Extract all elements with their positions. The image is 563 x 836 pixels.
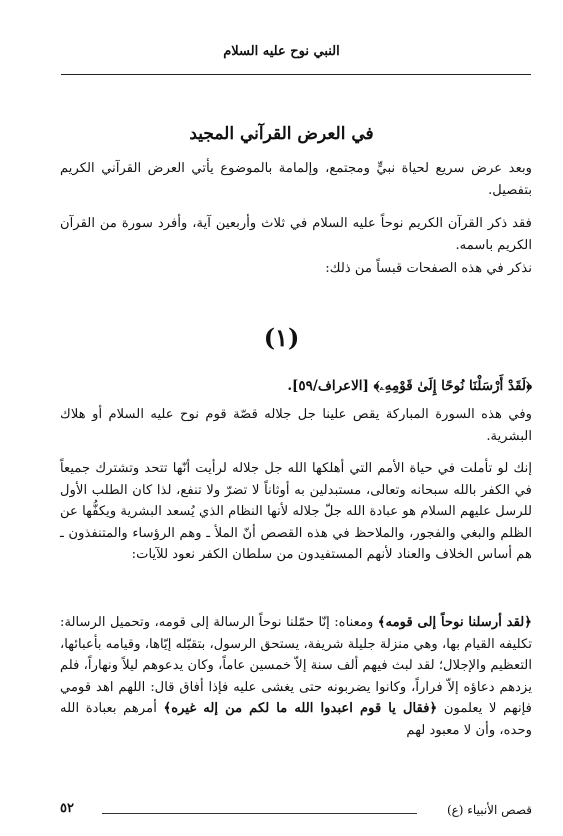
verse-lead: ﴿لقد أرسلنا نوحاً إلى قومه﴾: [377, 615, 532, 630]
nations-paragraph: إنك لو تأملت في حياة الأمم التي أهلكها الله جل جلاله لرأيت أنّها تتحد وتشترك جميعاً في الكفر بالله سبحانه وتعالى، مستبدلين به أوثاناً لا تضرّ ولا تنفع، لذا كان الطلب الأول للرسل عليهم السلام هو عبادة الله جلّ جلاله لأنها النظام الذي يُسعد البشرية ويكفُّها عن الظلم والبغي والفجور، والملاحظ في هذه القصص أنّ الملأ ـ وهم الرؤساء والمتنفذون ـ هم أساس الخلاف والعناد لأنهم المستفيدون من سلطان الكفر نعود للآيات:: [60, 461, 532, 562]
footer-divider: [102, 813, 417, 814]
header-divider: [61, 74, 531, 75]
subsection-number: (١): [263, 323, 300, 352]
excerpt-lead-paragraph: نذكر في هذه الصفحات قبساً من ذلك:: [325, 261, 532, 276]
footer-book-title: قصص الأنبياء (ع): [446, 803, 532, 817]
page-number: ٥٢: [60, 801, 74, 816]
story-paragraph: وفي هذه السورة المباركة يقص علينا جل جلاله قصّة قوم نوح عليه السلام أو هلاك البشرية.: [60, 407, 532, 444]
verse-citation: ﴿لَقَدْ أَرْسَلْنَا نُوحًا إِلَىٰ قَوْمِهِۦ﴾ [الاعراف/٥٩].: [287, 378, 532, 394]
verse-quote: ﴿فقال يا قوم اعبدوا الله ما لكم من إله غيره﴾: [163, 701, 438, 716]
section-title: في العرض القرآني المجيد: [189, 124, 374, 144]
quran-mention-paragraph: فقد ذكر القرآن الكريم نوحاً عليه السلام في ثلاث وأربعين آية، وأفرد سورة من القرآن الكريم باسمه.: [60, 216, 532, 253]
commentary-text: ومعناه: إنّا حمّلنا نوحاً الرسالة إلى قومه، وتحميل الرسالة: تكليفه القيام بها، وهي منزلة جليلة شريفة، يستحق الرسول، بتقبّله إيّاها، وقيامه بأعبائها، التعظيم والإجلال؛ لقد لبث فيهم ألف سنة إلاّ خمسين عاماً، وكان يدعوهم ليلاً ونهاراً، فلم يزدهم دعاؤه إلاّ فراراً، وكانوا يضربونه حتى يغشى عليه فإذا أفاق قال: اللهم اهد قومي فإنهم لا يعلمون: [60, 615, 532, 716]
running-header: النبي نوح عليه السلام: [223, 44, 340, 59]
commentary-paragraph: [60, 612, 532, 741]
commentary-tail: أمرهم بعبادة الله وحده، وأن لا معبود لهم: [60, 701, 532, 738]
page-footer: [60, 803, 532, 823]
intro-paragraph: وبعد عرض سريع لحياة نبيٍّ ومجتمع، وإلمامة بالموضوع يأتي العرض القرآني الكريم بتفصيل.: [60, 161, 532, 198]
